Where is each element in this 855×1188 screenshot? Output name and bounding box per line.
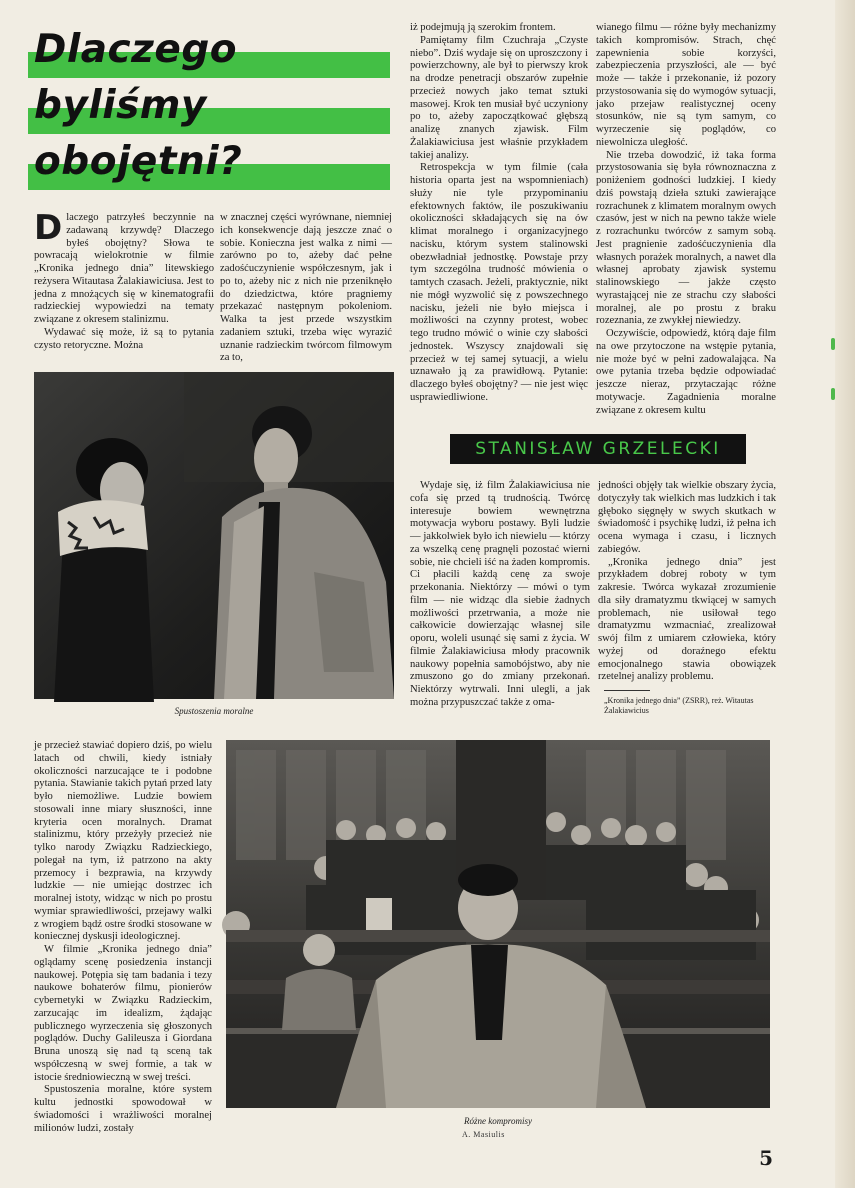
paragraph: Nie trzeba dowodzić, iż taka forma przystosowania się była równoznaczna z poniżeniem godności ludzkiej. I kiedy dziś powstają dzieła sztuki zawierające rozrachunek z klimatem moralnym owych czasów, jest w nich na pewno także wiele z rozrachunku twórców z samym sobą. Jest pragnienie zadośćuczynienia dla własnych porażek moralnych, a nawet dla własnej aprobaty zjawisk systemu stalinowskiego — jakże często wyrastającej nie ze strachu czy słabości moralnej, ale po prostu z braku rozeznania, ze zwykłej niewiedzy.	[596, 149, 776, 327]
paragraph: W filmie „Kronika jednego dnia” oglądamy scenę posiedzenia instancji naukowej. Potępia się tam badania i tezy naukowe bohaterów filmu, pionierów cybernetyki w Związku Radzieckim, zarzucając im idealizm, żądając publicznego wyrzeczenia się głoszonych poglądów. Duchy Galileusza i Giordana Bruna unoszą się nad tą sceną tak współczesną w swej formie, a tak w istocie średniowieczną w swej treści.	[34, 944, 212, 1083]
column-4-middle	[598, 480, 776, 688]
photo-illustration	[226, 740, 770, 1108]
photo-credit: A. Masiulis	[462, 1130, 505, 1139]
footnote-rule	[604, 690, 650, 691]
paragraph: Pamiętamy film Czuchraja „Czyste niebo”. Dziś wydaje się on uproszczony i powierzchowny, ale był to pierwszy krok na drodze penetracji obszarów zupełnie przecież nowych jako temat sztuki masowej. Krok ten musiał być uczyniony po to, ażeby zapoczątkować głębszą analizę znanych zjawisk. Film Żalakiawiciusa jest właśnie przykładem takiej analizy.	[410, 34, 588, 161]
paragraph: Oczywiście, odpowiedź, którą daje film na owe przytoczone na wstępie pytania, nie może być w pełni zadowalająca. Na owe pytania trzeba będzie odpowiadać jeszcze nieraz, przytaczając różne motywacje. Zagadnienia moralne związane z okresem kultu	[596, 328, 776, 416]
footnote: „Kronika jednego dnia” (ZSRR), reż. Witautas Żalakiawicius	[604, 696, 754, 715]
author-name: STANISŁAW GRZELECKI	[475, 439, 721, 459]
paragraph: je przecież stawiać dopiero dziś, po wielu latach od chwili, kiedy istniały okoliczności narzucające te i podobne pytania. Stawianie takich pytań przed laty było niemożliwe. Ludzie bowiem stosowali inne miary słuszności, inne kryteria ocen moralnych. Dramat stalinizmu, który przeżyły przecież nie tylko narody Związku Radzieckiego, polegał na tym, iż patrzono na akty przemocy i bezprawia, na krzywdy ludzkie — nie umiejąc dostrzec ich moralnej istoty, widząc w nich po prostu wymiar sprawiedliwości, przejawy walki z wrogiem bądź ostre środki stosowane w koniecznej dyskusji ideologicznej.	[34, 740, 212, 943]
paragraph: Spustoszenia moralne, które system kultu jednostki spowodował w świadomości i wrażliwości moralnej milionów ludzi, zostały	[34, 1084, 212, 1134]
page-edge	[835, 0, 855, 1188]
intro-paragraph: laczego patrzyłeś beczynnie na zadawaną krzywdę? Dlaczego byłeś obojętny? Słowa te powracają wielokrotnie w filmie „Kronika jednego dnia” litewskiego reżysera Witautasa Żalakiawiciusa. Jest to jedna z mnożących się w kinematografii radzieckiej wypowiedzi na tematy związane z okresem stalinizmu.	[34, 212, 214, 325]
paragraph: „Kronika jednego dnia” jest przykładem dobrej roboty w tym zakresie. Twórca wykazał zrozumienie dla siły dramatyzmu tkwiącej w samych problemach, nie usiłował tego dramatyzmu wzmacniać, zrealizował swój film z umiarem człowieka, który wyżej od doraźnego efektu emocjonalnego stawia obowiązek rzetelnej analizy problemu.	[598, 556, 776, 683]
column-4-top	[596, 22, 776, 414]
green-margin-mark	[831, 338, 835, 350]
intro-column	[34, 208, 214, 370]
title-line-2: byliśmy	[34, 83, 207, 128]
photo-moral-devastation	[34, 372, 394, 699]
intro-paragraph-2: Wydawać się może, iż są to pytania czysto retoryczne. Można	[34, 326, 214, 351]
paragraph: Retrospekcja w tym filmie (cała historia oparta jest na wspomnieniach) służy nie tyle przypominaniu efektownych faktów, ile poszukiwaniu okoliczności składających się na ów klimat moralnego i organizacyjnego nacisku, którym system stalinowski obezwładniał jednostkę. Powstaje przy tym szczególna trudność mówienia o tamtych czasach. Jeżeli, praktycznie, nikt nie mógł wyzwolić się z powszechnego nacisku, jeżeli nie było miejsca i możliwości na czynny protest, wobec tego trudno mówić o winie czy słabości jednostek. Wszyscy znajdowali się przecież w tej samej sytuacji, a wielu uznawało ją za prawidłową. Pytanie: dlaczego byłeś obojętny? — nie jest więc usprawiedliwione.	[410, 162, 588, 403]
photo-caption: Spustoszenia moralne	[174, 706, 254, 716]
title-line-1: Dlaczego	[34, 27, 238, 72]
column-3-top	[410, 22, 588, 420]
title-line-3: obojętni?	[34, 139, 243, 184]
drop-cap: D	[34, 208, 63, 248]
paragraph: jedności objęły tak wielkie obszary życia, dotyczyły tak wielkich mas ludzkich i tak głęboko sięgnęły w swych skutkach w świadomość i psychikę ludzi, iż pełna ich ocena wymaga i czasu, i licznych zabiegów.	[598, 480, 776, 555]
author-box	[450, 434, 746, 464]
green-margin-mark	[831, 388, 835, 400]
column-1-bottom	[34, 740, 212, 1134]
column-3-middle	[410, 480, 590, 718]
paragraph: w znacznej części wyrównane, niemniej ich konsekwencje dają jeszcze znać o sobie. Konieczna jest walka z nimi — zarówno po to, ażeby dać pełne zadośćuczynienie współczesnym, jak i po to, ażeby nic z nich nie przeniknęło do dziedzictwa, które pragniemy przekazać następnym pokoleniom. Walka ta jest przede wszystkim zadaniem sztuki, trzeba więc wyrazić uznanie radzieckim twórcom filmowym za to,	[220, 212, 392, 364]
paragraph: wianego filmu — różne były mechanizmy takich kompromisów. Strach, chęć zapewnienia sobie korzyści, zabezpieczenia przyszłości, ale — być może — także i przekonanie, iż pozory przystosowania się do wymogów sytuacji, jako przejaw realistycznej oceny stosunków, nie są tym samym, co wyrzeczenie się poglądów, co niewolnicza uległość.	[596, 22, 776, 148]
paragraph: Wydaje się, iż film Żalakiawiciusa nie cofa się przed tą trudnością. Twórcę interesuje bowiem wewnętrzna motywacja wyboru postawy. Byli ludzie — jakkolwiek było ich niewielu — którzy za wszelką cenę pragnęli pozostać wierni sobie, nie chcieli iść na żaden kompromis. Ci płacili każdą cenę za swoje przekonania. Niektórzy — mówi o tym film — nie widząc dla siebie żadnych możliwości przetrwania, a może nie całkowicie dowierzając własnej sile oporu, woleli usunąć się sami z życia. W filmie Żalakiawiciusa młody pracownik naukowy popełnia samobójstwo, aby nie zmuszono go do zmiany przekonań. Niektórzy wytrwali. Inni ulegli, a jak można przypuszczać także z oma-	[410, 480, 590, 708]
column-2-top	[220, 212, 392, 364]
photo-various-compromises	[226, 740, 770, 1108]
photo-caption: Różne kompromisy	[464, 1116, 532, 1126]
page-number: 5	[759, 1146, 773, 1170]
paragraph: iż podejmują ją szerokim frontem.	[410, 22, 556, 33]
photo-illustration	[34, 372, 394, 699]
